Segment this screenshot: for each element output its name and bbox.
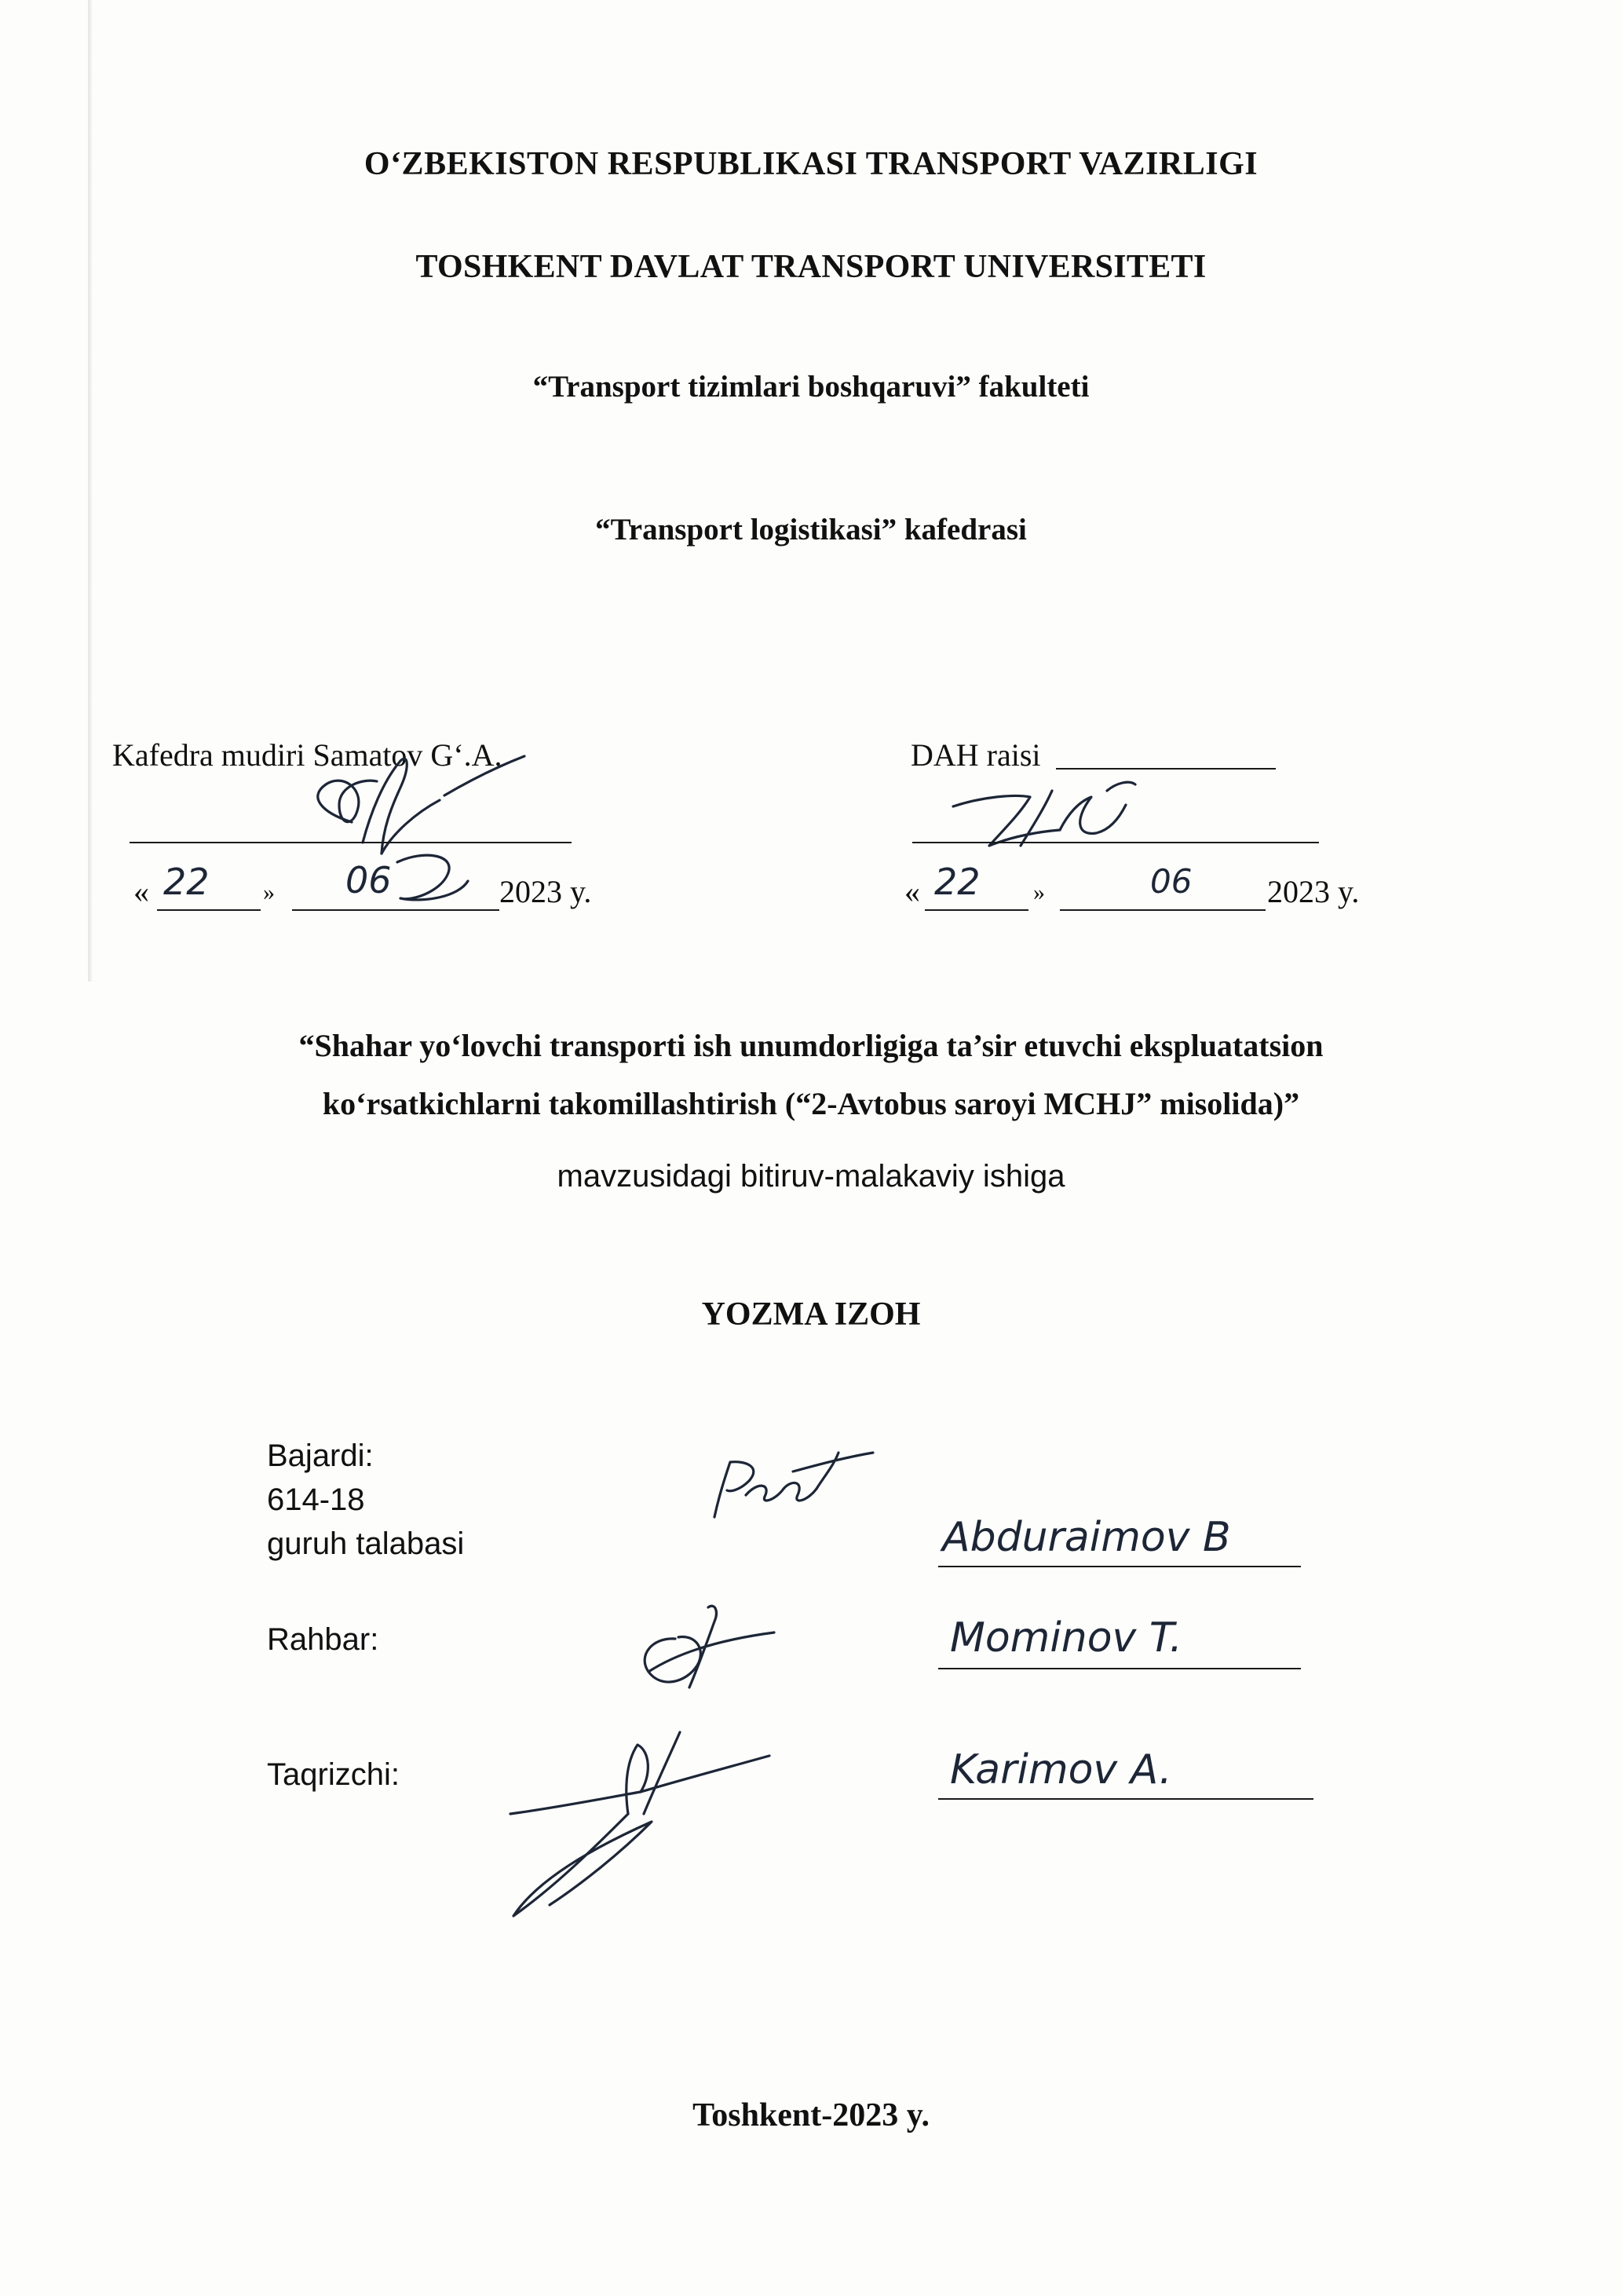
dah-chair-signature	[942, 773, 1146, 868]
left-date-day: 22	[163, 861, 210, 903]
left-date-month: 06	[345, 859, 392, 901]
right-date-month: 06	[1150, 862, 1193, 901]
right-date-quote-close: »	[1033, 879, 1045, 905]
right-date-year: 2023 y.	[1267, 874, 1360, 909]
document-type-title: YOZMA IZOH	[701, 1296, 921, 1333]
supervisor-role-label: Rahbar:	[267, 1622, 379, 1657]
right-date-day: 22	[934, 861, 981, 903]
supervisor-signature	[620, 1590, 801, 1708]
reviewer-name: Karimov A.	[950, 1746, 1172, 1793]
head-of-department-label: Kafedra mudiri Samatov G‘.A.	[112, 737, 502, 773]
department-title: “Transport logistikasi” kafedrasi	[595, 513, 1027, 547]
supervisor-name-line	[938, 1668, 1301, 1669]
student-signature	[699, 1445, 879, 1531]
right-date-day-line	[925, 909, 1028, 911]
place-and-year: Toshkent-2023 y.	[692, 2097, 930, 2133]
thesis-topic-line-2: ko‘rsatkichlarni takomillashtirish (“2-Avtobus saroyi MCHJ” misolida)”	[322, 1086, 1300, 1121]
student-name: Abduraimov B	[942, 1514, 1231, 1561]
reviewer-name-line	[938, 1798, 1313, 1800]
thesis-topic-line-1: “Shahar yo‘lovchi transporti ish unumdorligiga ta’sir etuvchi ekspluatatsion	[298, 1028, 1324, 1063]
student-group-label: guruh talabasi	[267, 1526, 465, 1561]
right-date-month-line	[1060, 909, 1266, 911]
left-date-day-line	[157, 909, 261, 911]
dah-chair-label: DAH raisi	[911, 737, 1041, 773]
reviewer-signature	[487, 1720, 785, 1924]
left-date-quote-open: «	[133, 874, 149, 909]
head-of-department-signature-line	[130, 842, 572, 843]
right-date-quote-open: «	[904, 874, 920, 909]
thesis-subtitle: mavzusidagi bitiruv-malakaviy ishiga	[557, 1159, 1065, 1194]
left-date-quote-close: »	[263, 879, 275, 905]
dah-chair-name-line	[1056, 768, 1276, 770]
student-group-number: 614-18	[267, 1483, 365, 1517]
left-date-month-flourish	[393, 846, 479, 917]
student-role-label: Bajardi:	[267, 1439, 374, 1473]
ministry-title: O‘ZBEKISTON RESPUBLIKASI TRANSPORT VAZIRLIGI	[363, 146, 1259, 182]
left-date-month-line	[292, 909, 499, 911]
left-date-year: 2023 y.	[499, 874, 592, 909]
student-name-line	[938, 1566, 1301, 1567]
faculty-title: “Transport tizimlari boshqaruvi” fakulteti	[532, 370, 1090, 404]
university-title: TOSHKENT DAVLAT TRANSPORT UNIVERSITETI	[415, 249, 1207, 285]
supervisor-name: Mominov T.	[950, 1614, 1182, 1662]
reviewer-role-label: Taqrizchi:	[267, 1757, 400, 1792]
dah-chair-signature-line	[912, 842, 1319, 843]
